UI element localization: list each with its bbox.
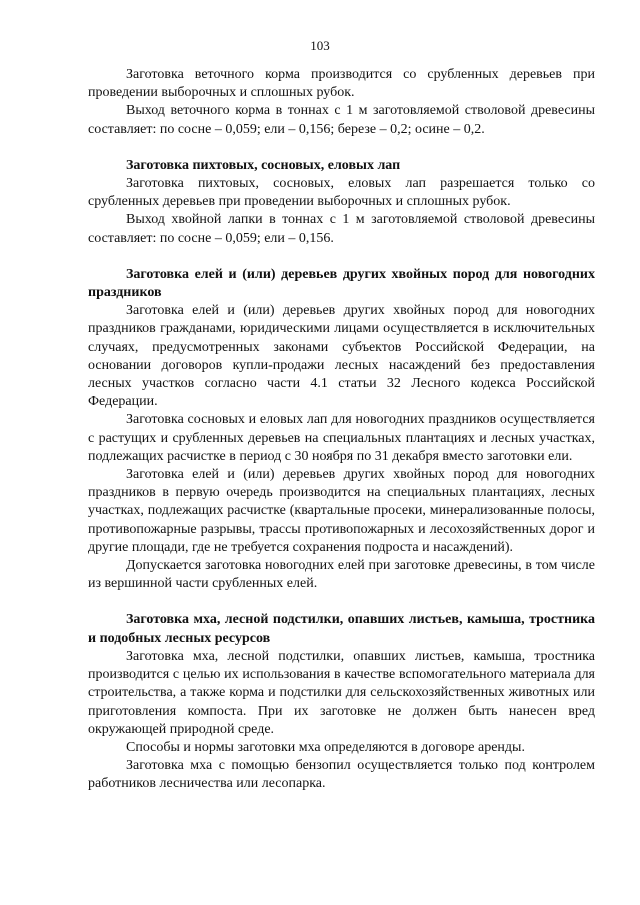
section-heading: Заготовка мха, лесной подстилки, опавших листьев, камыша, тростника и подобных лесных ресурсов bbox=[88, 612, 595, 646]
paragraph: Способы и нормы заготовки мха определяются в договоре аренды. bbox=[126, 739, 525, 755]
paragraph: Заготовка пихтовых, сосновых, еловых лап разрешается только со срубленных деревьев при проведении выборочных и сплошных рубок. bbox=[88, 176, 595, 210]
section-branch-feed bbox=[88, 66, 595, 139]
paragraph: Выход веточного корма в тоннах с 1 м заготовляемой стволовой древесины составляет: по сосне – 0,059; ели – 0,156; березе – 0,2; осине – 0,2. bbox=[88, 103, 595, 137]
paragraph: Заготовка елей и (или) деревьев других хвойных пород для новогодних праздников в первую очередь производится на специальных плантациях, лесных участках, подлежащих расчистке (квартальные просеки, минерализованные полосы, противопожарные разрывы, трассы противопожарных и лесохозяйственных дорог и другие площади, где не требуется сохранения подроста и насаждений). bbox=[88, 467, 595, 555]
paragraph: Выход хвойной лапки в тоннах с 1 м заготовляемой стволовой древесины составляет: по сосне – 0,059; ели – 0,156. bbox=[88, 212, 595, 246]
paragraph: Заготовка мха с помощью бензопил осуществляется только под контролем работников лесничества или лесопарка. bbox=[88, 758, 595, 792]
paragraph: Заготовка мха, лесной подстилки, опавших листьев, камыша, тростника производится с целью их использования в качестве вспомогательного материала для строительства, а также корма и подстилки для сельскохозяйственных животных или приготовления компоста. При их заготовке не должен быть нанесен вред окружающей природной среде. bbox=[88, 648, 595, 737]
paragraph: Заготовка сосновых и еловых лап для новогодних праздников осуществляется с растущих и срубленных деревьев на специальных плантациях и лесных участках, подлежащих расчистке в период с 30 ноября по 31 декабря вместо заготовки ели. bbox=[88, 412, 595, 464]
section-heading: Заготовка пихтовых, сосновых, еловых лап bbox=[126, 157, 401, 173]
paragraph: Заготовка елей и (или) деревьев других хвойных пород для новогодних праздников гражданами, юридическими лицами осуществляется в исключительных случаях, предусмотренных законами субъектов Российской Федерации, на основании договоров купли-продажи лесных насаждений без предоставления лесных участков согласно части 4.1 статьи 32 Лесного кодекса Российской Федерации. bbox=[88, 303, 595, 410]
section-new-year-trees bbox=[88, 266, 595, 594]
section-moss-litter bbox=[88, 611, 595, 793]
page-number: 103 bbox=[310, 38, 330, 53]
section-heading: Заготовка елей и (или) деревьев других хвойных пород для новогодних праздников bbox=[88, 266, 595, 301]
page-body bbox=[88, 66, 595, 794]
paragraph: Заготовка веточного корма производится со срубленных деревьев при проведении выборочных и сплошных рубок. bbox=[88, 67, 595, 101]
section-conifer-paws bbox=[88, 157, 595, 248]
paragraph: Допускается заготовка новогодних елей при заготовке древесины, в том числе из вершинной части срубленных елей. bbox=[88, 558, 595, 592]
